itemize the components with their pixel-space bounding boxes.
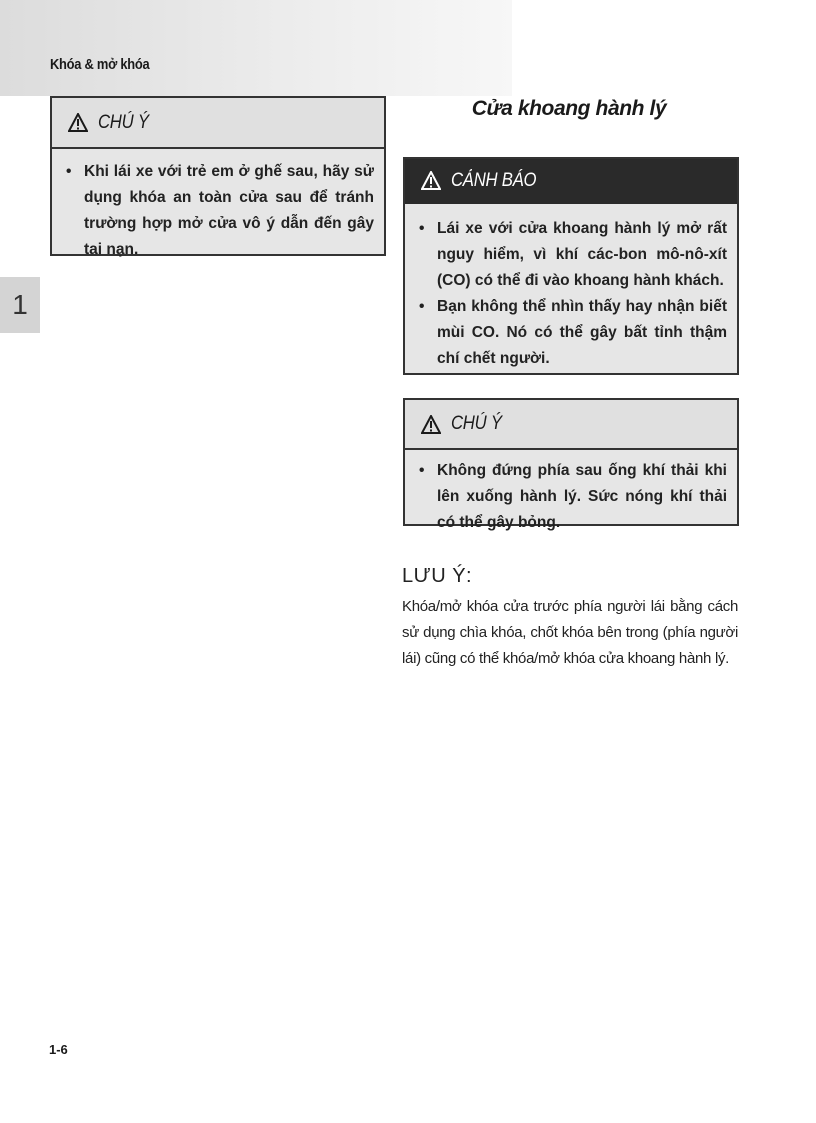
left-caution-list [52,149,384,263]
list-item: • Bạn không thể nhìn thấy hay nhận biết mùi CO. Nó có thể gây bất tỉnh thậm chí chết người. [405,294,727,372]
chapter-tab: 1 [0,277,40,333]
left-caution-box [50,96,386,256]
list-item: • Khi lái xe với trẻ em ở ghế sau, hãy sử dụng khóa an toàn cửa sau để tránh trường hợp mở cửa vô ý dẫn đến gây tai nạn. [52,159,374,263]
caution-header [405,400,737,450]
note-heading: LƯU Ý: [402,565,473,587]
warning-triangle-icon [421,171,441,190]
caution-list [405,450,737,536]
section-header: Khóa & mở khóa [50,56,150,73]
caution-title: CHÚ Ý [451,413,502,434]
caution-box [403,398,739,531]
warning-title: CẢNH BÁO [451,169,537,191]
warning-list [405,204,737,372]
list-item: • Không đứng phía sau ống khí thải khi lên xuống hành lý. Sức nóng khí thải có thể gây bỏng. [405,458,727,536]
warning-triangle-icon [421,415,441,434]
warning-box [403,157,739,375]
list-item: • Lái xe với cửa khoang hành lý mở rất nguy hiểm, vì khí các-bon mô-nô-xít (CO) có thể đi vào khoang hành khách. [405,216,727,294]
note-body: Khóa/mở khóa cửa trước phía người lái bằng cách sử dụng chìa khóa, chốt khóa bên trong (phía người lái) cũng có thể khóa/mở khóa cửa khoang hành lý. [402,598,738,667]
page-number: 1-6 [49,1042,68,1057]
header-band [0,0,512,96]
warning-triangle-icon [68,113,88,132]
left-caution-header [52,98,384,149]
page-title: Cửa khoang hành lý [471,97,667,120]
warning-header [405,159,737,204]
left-caution-title: CHÚ Ý [98,111,149,133]
